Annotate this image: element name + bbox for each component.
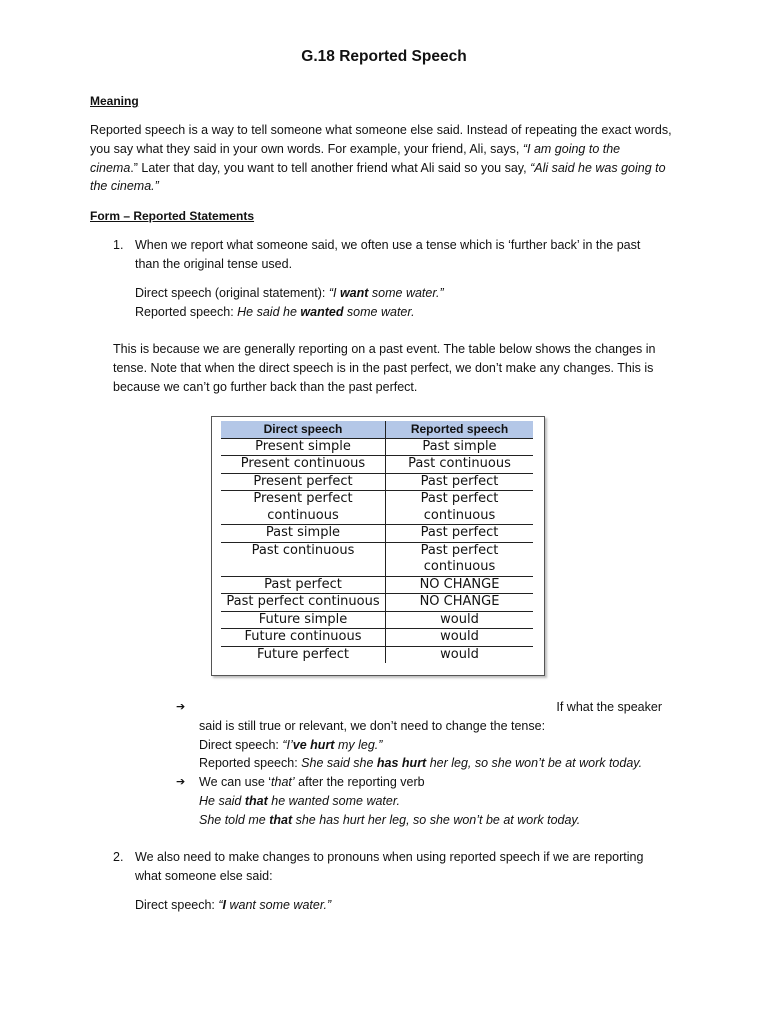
table-row (221, 646, 533, 663)
item1-line-1: When we report what someone said, we often use a tense which is ‘further back’ in the past (135, 238, 641, 252)
item1-line-2: than the original tense used. (135, 256, 293, 271)
list-item-2 (113, 848, 673, 886)
direct-cell: Future simple (221, 611, 386, 629)
quote: she has hurt her leg, so she won’t be at work today. (292, 812, 581, 827)
form-heading: Form – Reported Statements (90, 209, 255, 223)
label: Reported speech: (199, 756, 302, 771)
explanation-paragraph (113, 340, 673, 396)
quote: some water. (343, 304, 415, 319)
header-direct-speech: Direct speech (221, 421, 386, 438)
direct-cell: Past simple (221, 525, 386, 543)
reported-cell: Past perfect (386, 525, 534, 543)
reported-cell: Past perfect continuous (386, 491, 534, 525)
emphasis: that’ (271, 775, 295, 789)
bullet-item-1 (176, 698, 676, 773)
arrow-bullet-icon: ➔ (176, 700, 186, 713)
table-row (221, 542, 533, 576)
tense-table (221, 421, 533, 663)
reported-cell: NO CHANGE (386, 576, 534, 594)
table-row (221, 611, 533, 629)
table-row (221, 438, 533, 456)
bullet1-line-1: If what the speaker (556, 700, 662, 714)
quote: her leg, so she won’t be at work today. (426, 756, 643, 771)
meaning-paragraph (90, 121, 680, 196)
arrow-bullet-icon: ➔ (176, 775, 186, 788)
explain-line-1: This is because we are generally reporting on a past event. The table below shows the changes in (113, 342, 656, 356)
list-number: 2. (113, 850, 124, 864)
quote: She said she (301, 756, 377, 771)
text: after the reporting verb (294, 775, 425, 789)
direct-cell: Present perfect continuous (221, 491, 386, 525)
example-quote: “I am going to the (522, 141, 621, 156)
emphasis: I (222, 898, 227, 912)
example-block-1 (135, 284, 695, 322)
meaning-heading: Meaning (90, 94, 139, 108)
label: Direct speech: (199, 737, 283, 752)
direct-cell: Present simple (221, 438, 386, 456)
bullet1-direct-example (199, 736, 676, 755)
direct-cell: Present perfect (221, 473, 386, 491)
reported-cell: Past simple (386, 438, 534, 456)
meaning-text: .” Later that day, you want to tell another friend what Ali said so you say, (130, 160, 531, 175)
table-row (221, 594, 533, 612)
direct-speech-example (135, 284, 695, 303)
meaning-line-2 (90, 140, 680, 159)
explain-line-3: because we can’t go further back than the past perfect. (113, 379, 418, 394)
direct-cell: Present continuous (221, 456, 386, 474)
table-row (221, 491, 533, 525)
emphasis: want (339, 286, 369, 300)
tense-table-frame (211, 416, 545, 676)
reported-cell: Past perfect continuous (386, 542, 534, 576)
quote: “I’ (282, 737, 293, 752)
reported-cell: would (386, 629, 534, 647)
reported-cell: would (440, 646, 479, 662)
header-reported-speech: Reported speech (386, 421, 534, 438)
example-quote: the cinema.” (90, 179, 159, 194)
bullet2-example-2 (199, 811, 676, 830)
quote: my leg.” (334, 737, 383, 752)
quote: “ (218, 898, 223, 912)
emphasis: that (269, 812, 293, 827)
table-row (221, 525, 533, 543)
direct-cell: Future perfect (221, 646, 386, 663)
explain-line-2: tense. Note that when the direct speech is in the past perfect, we don’t make any changes. This is (113, 360, 654, 375)
example-block-2 (135, 896, 695, 915)
emphasis: ve hurt (292, 737, 335, 752)
table-row (221, 456, 533, 474)
example-quote: cinema (90, 160, 131, 175)
page-title: G.18 Reported Speech (301, 48, 467, 65)
reported-cell: Past perfect (386, 473, 534, 491)
label: Direct speech: (135, 898, 219, 912)
table-row (221, 576, 533, 594)
emphasis: has hurt (376, 756, 427, 771)
quote: He said (199, 793, 245, 808)
reported-cell: would (386, 611, 534, 629)
item2-line-1: We also need to make changes to pronouns when using reported speech if we are reporting (135, 850, 644, 864)
meaning-line-3 (90, 159, 680, 178)
example-quote: “Ali said he was going to (530, 160, 666, 175)
label: Direct speech (original statement): (135, 286, 329, 300)
list-item-1 (113, 236, 673, 274)
reported-cell: NO CHANGE (386, 594, 534, 612)
quote: he wanted some water. (267, 793, 401, 808)
meaning-line-1: Reported speech is a way to tell someone what someone else said. Instead of repeating the exact words, (90, 123, 672, 137)
text: We can use ‘ (199, 775, 272, 789)
direct-cell: Past continuous (221, 542, 386, 576)
meaning-line-4 (90, 177, 680, 196)
meaning-text: you say what they said in your own words. For example, your friend, Ali, says, (90, 141, 523, 156)
reported-cell: Past continuous (386, 456, 534, 474)
bullet1-reported-example (199, 754, 676, 773)
label: Reported speech: (135, 304, 238, 319)
bullet-item-2 (176, 773, 676, 829)
direct-cell: Future continuous (221, 629, 386, 647)
bullet2-example-1 (199, 792, 676, 811)
table-row (221, 473, 533, 491)
list-number: 1. (113, 238, 124, 252)
quote: He said he (237, 304, 301, 319)
quote: some water.” (368, 286, 444, 300)
direct-cell: Past perfect continuous (221, 594, 386, 612)
bullet1-line-2: said is still true or relevant, we don’t need to change the tense: (199, 718, 546, 733)
item2-line-2: what someone else said: (135, 868, 273, 883)
emphasis: wanted (300, 304, 344, 319)
quote: want some water.” (226, 898, 332, 912)
table-row (221, 629, 533, 647)
table-header-row (221, 421, 533, 438)
item2-direct-example (135, 896, 695, 915)
direct-cell: Past perfect (221, 576, 386, 594)
quote: “I (328, 286, 340, 300)
emphasis: that (244, 793, 268, 808)
bullet2-line-1 (199, 773, 676, 792)
reported-speech-example (135, 303, 695, 322)
quote: She told me (199, 812, 270, 827)
